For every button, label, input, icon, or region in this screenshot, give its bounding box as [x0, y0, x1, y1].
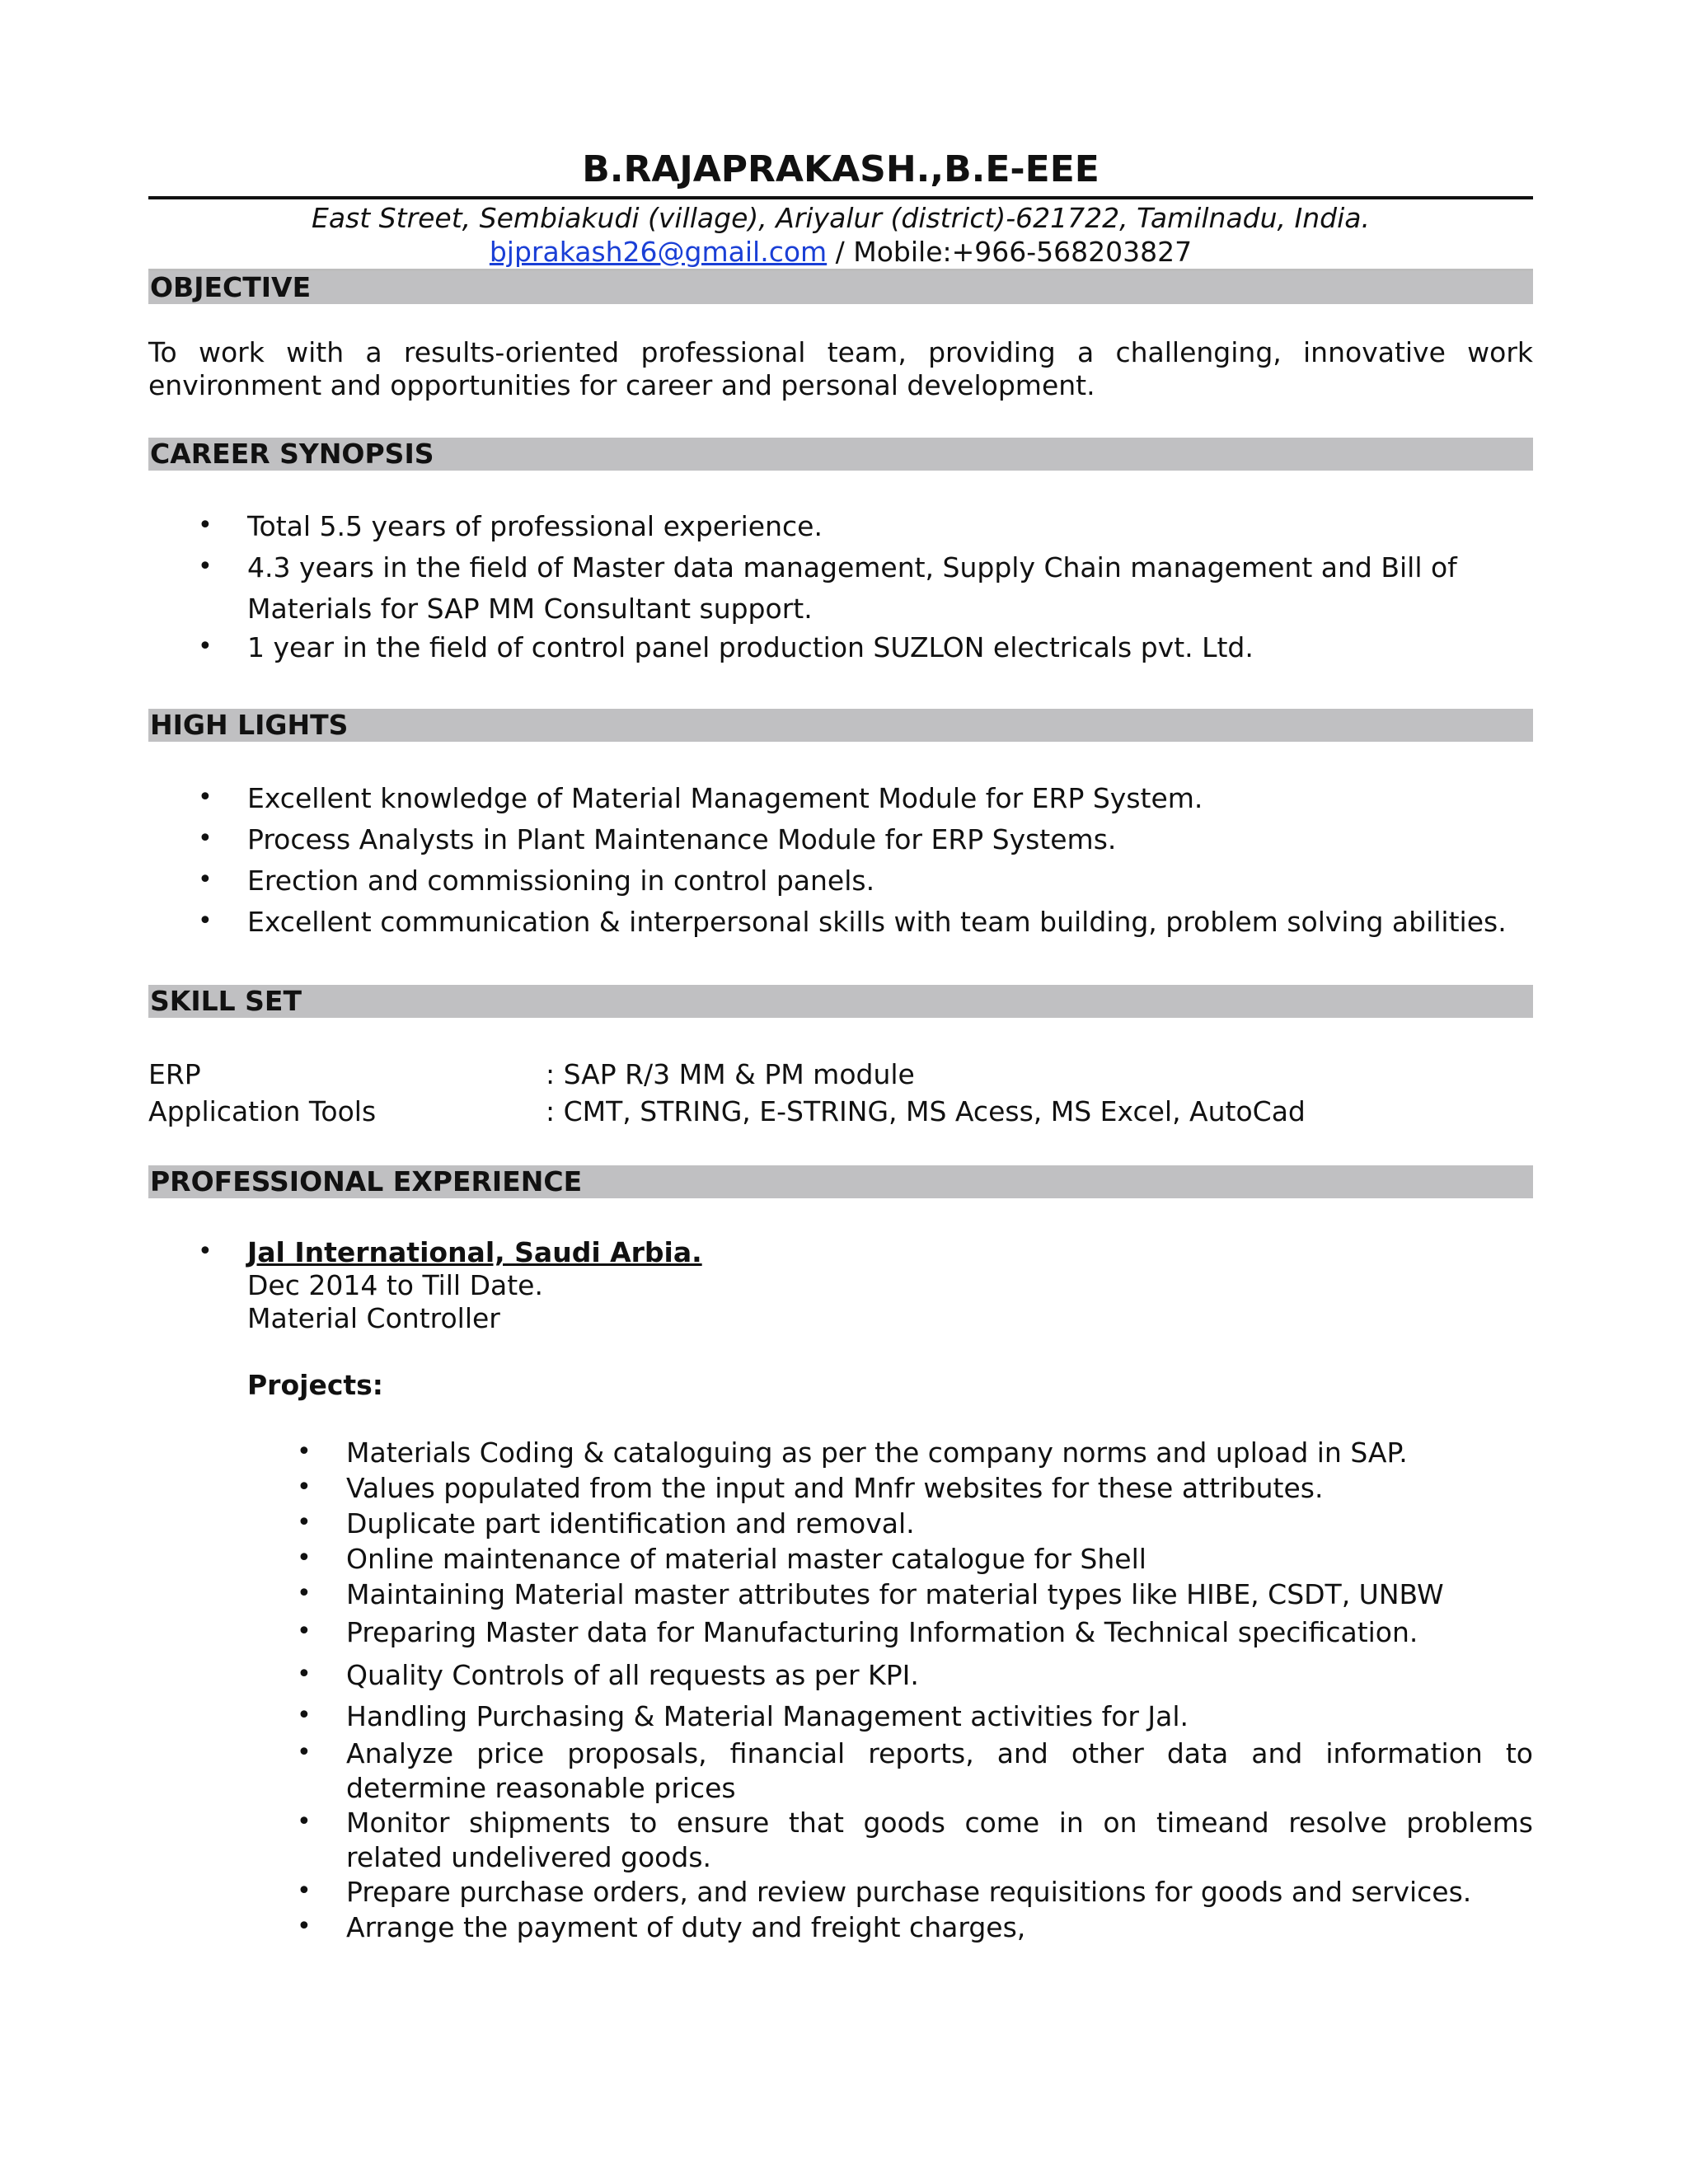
list-item: Excellent knowledge of Material Management Module for ERP System.: [247, 782, 1203, 814]
list-item: Maintaining Material master attributes for material types like HIBE, CSDT, UNBW: [346, 1578, 1444, 1610]
bullet-icon: •: [198, 783, 213, 812]
list-item: 4.3 years in the field of Master data management, Supply Chain management and Bill of: [247, 551, 1457, 583]
list-item: related undelivered goods.: [346, 1841, 712, 1873]
bullet-icon: •: [297, 1508, 312, 1537]
title-rule: [148, 196, 1533, 199]
mobile: / Mobile:+966-568203827: [827, 236, 1193, 268]
list-item: Preparing Master data for Manufacturing Information & Technical specification.: [346, 1616, 1418, 1648]
objective-text: [148, 336, 1533, 402]
list-item: Materials for SAP MM Consultant support.: [247, 593, 813, 625]
skill-value: : SAP R/3 MM & PM module: [546, 1058, 915, 1090]
bullet-icon: •: [297, 1660, 312, 1689]
objective-line: To work with a results-oriented professional team, providing a challenging, innovative work: [148, 336, 1533, 368]
contact-line: [148, 235, 1533, 269]
list-item: Quality Controls of all requests as per KPI.: [346, 1659, 919, 1691]
section-heading: HIGH LIGHTS: [150, 709, 349, 741]
section-heading: CAREER SYNOPSIS: [150, 438, 434, 470]
bullet-icon: •: [297, 1473, 312, 1502]
list-item: Process Analysts in Plant Maintenance Module for ERP Systems.: [247, 823, 1117, 855]
section-highlights: [148, 709, 1533, 742]
section-heading: OBJECTIVE: [150, 271, 312, 303]
section-objective: [148, 271, 1533, 304]
list-item: Excellent communication & interpersonal skills with team building, problem solving abilities.: [247, 906, 1507, 938]
bullet-icon: •: [198, 824, 213, 853]
bullet-icon: •: [297, 1437, 312, 1466]
bullet-icon: •: [198, 907, 213, 935]
bullet-icon: •: [198, 632, 213, 661]
list-item: Duplicate part identification and removal.: [346, 1507, 915, 1540]
list-item: Monitor shipments to ensure that goods come in on timeand resolve problems: [346, 1807, 1533, 1839]
skill-value: : CMT, STRING, E-STRING, MS Acess, MS Excel, AutoCad: [546, 1095, 1306, 1127]
list-item: Handling Purchasing & Material Management activities for Jal.: [346, 1700, 1189, 1732]
job-role: Material Controller: [247, 1302, 500, 1334]
section-heading: PROFESSIONAL EXPERIENCE: [150, 1165, 583, 1197]
email-link[interactable]: bjprakash26@gmail.com: [489, 236, 828, 268]
bullet-icon: •: [198, 865, 213, 894]
projects-label: Projects:: [247, 1369, 383, 1401]
list-item: Online maintenance of material master catalogue for Shell: [346, 1543, 1146, 1575]
skill-label: ERP: [148, 1058, 201, 1090]
bullet-icon: •: [198, 1237, 213, 1266]
bullet-icon: •: [297, 1701, 312, 1730]
list-item: Prepare purchase orders, and review purchase requisitions for goods and services.: [346, 1876, 1472, 1908]
list-item: Total 5.5 years of professional experience.: [247, 510, 823, 542]
list-item: Arrange the payment of duty and freight charges,: [346, 1911, 1026, 1943]
list-item: Analyze price proposals, financial reports, and other data and information to: [346, 1737, 1533, 1769]
bullet-icon: •: [198, 552, 213, 581]
candidate-name: B.RAJAPRAKASH.,B.E-EEE: [582, 148, 1100, 190]
company-name: Jal International, Saudi Arbia.: [247, 1236, 702, 1268]
bullet-icon: •: [297, 1877, 312, 1905]
bullet-icon: •: [198, 511, 213, 540]
bullet-icon: •: [297, 1738, 312, 1767]
section-career-synopsis: [148, 438, 1533, 471]
bullet-icon: •: [297, 1807, 312, 1836]
list-item: Materials Coding & cataloguing as per the company norms and upload in SAP.: [346, 1436, 1408, 1469]
bullet-icon: •: [297, 1579, 312, 1608]
list-item: Values populated from the input and Mnfr websites for these attributes.: [346, 1472, 1324, 1504]
list-item: determine reasonable prices: [346, 1772, 736, 1804]
list-item: Erection and commissioning in control panels.: [247, 865, 875, 897]
bullet-icon: •: [297, 1617, 312, 1646]
address: East Street, Sembiakudi (village), Ariyalur (district)-621722, Tamilnadu, India.: [311, 202, 1370, 234]
objective-line: environment and opportunities for career and personal development.: [148, 369, 1095, 401]
employment-period: Dec 2014 to Till Date.: [247, 1269, 543, 1301]
skill-label: Application Tools: [148, 1095, 377, 1127]
bullet-icon: •: [297, 1912, 312, 1941]
section-professional-experience: [148, 1165, 1533, 1198]
list-item: 1 year in the field of control panel production SUZLON electricals pvt. Ltd.: [247, 631, 1254, 663]
bullet-icon: •: [297, 1544, 312, 1572]
section-heading: SKILL SET: [150, 985, 302, 1017]
section-skill-set: [148, 985, 1533, 1018]
